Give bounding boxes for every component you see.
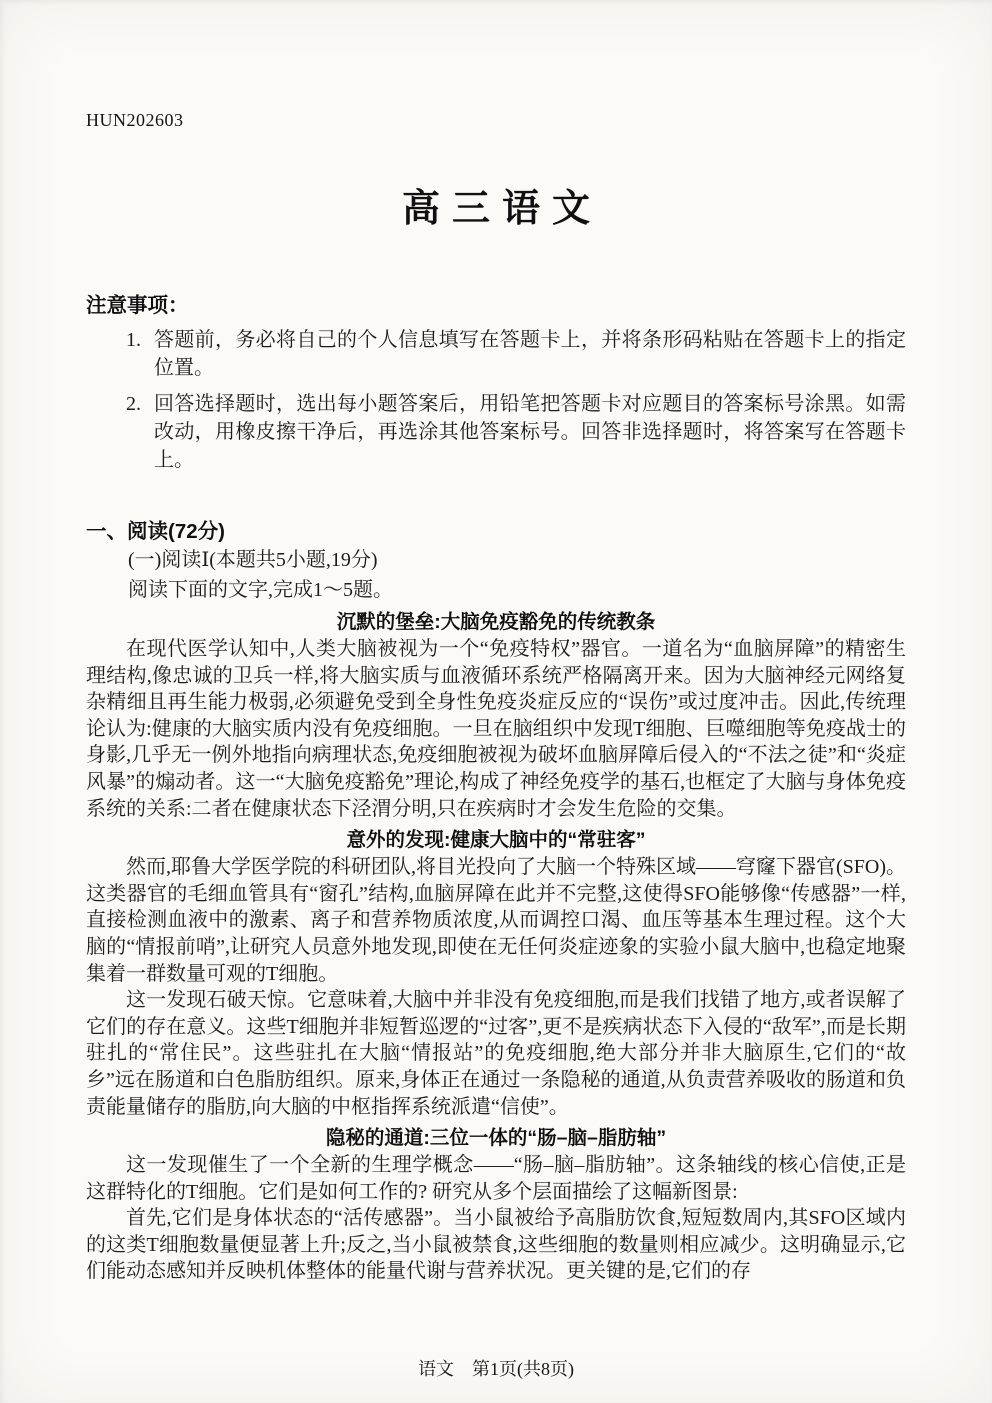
passage-paragraph-4: 这一发现催生了一个全新的生理学概念——“肠–脑–脂肪轴”。这条轴线的核心信使,正是这群特化的T细胞。它们是如何工作的? 研究从多个层面描绘了这幅新图景: <box>86 1154 906 1203</box>
passage-paragraph-2: 然而,耶鲁大学医学院的科研团队,将目光投向了大脑一个特殊区域——穹窿下器官(SFO)。这类器官的毛细血管具有“窗孔”结构,血脑屏障在此并不完整,这使得SFO能够像“传感器”一样,直接检测血液中的激素、离子和营养物质浓度,从而调控口渴、血压等基本生理过程。这个大脑的“情报前哨”,让研究人员意外地发现,即使在无任何炎症迹象的实验小鼠大脑中,也稳定地聚集着一群数量可观的T细胞。 <box>86 856 907 985</box>
notice-heading: 注意事项： <box>86 294 189 317</box>
notice-item-text: 回答选择题时，选出每小题答案后，用铅笔把答题卡对应题目的答案标号涂黑。如需改动，用橡皮擦干净后，再选涂其他答案标号。回答非选择题时，将答案写在答题卡上。 <box>154 393 906 471</box>
part-heading: (一)阅读Ⅰ(本题共5小题,19分) <box>128 549 378 571</box>
passage-subtitle-3: 隐秘的通道:三位一体的“肠–脑–脂肪轴” <box>325 1127 667 1150</box>
passage-paragraph-3: 这一发现石破天惊。它意味着,大脑中并非没有免疫细胞,而是我们找错了地方,或者误解了它们的存在意义。这些T细胞并非短暂巡逻的“过客”,更不是疾病状态下入侵的“敌军”,而是长期驻扎的“常住民”。这些驻扎在大脑“情报站”的免疫细胞,绝大部分并非大脑原生,它们的“故乡”远在肠道和白色脂肪组织。原来,身体正在通过一条隐秘的通道,从负责营养吸收的肠道和负责能量储存的脂肪,向大脑的中枢指挥系统派遣“信使”。 <box>86 989 906 1118</box>
passage-paragraph-5: 首先,它们是身体状态的“活传感器”。当小鼠被给予高脂肪饮食,短短数周内,其SFO区域内的这类T细胞数量便显著上升;反之,当小鼠被禁食,这些细胞的数量则相应减少。这明确显示,它们能动态感知并反映机体整体的能量代谢与营养状况。更关键的是,它们的存 <box>86 1207 906 1283</box>
section-heading: 一、阅读(72分) <box>86 520 225 543</box>
notice-item-number: 2. <box>126 393 141 415</box>
passage-subtitle-1: 沉默的堡垒:大脑免疫豁免的传统教条 <box>336 611 656 633</box>
passage-subtitle-2: 意外的发现:健康大脑中的“常驻客” <box>346 829 646 852</box>
notice-item-text: 答题前，务必将自己的个人信息填写在答题卡上，并将条形码粘贴在答题卡上的指定位置。 <box>154 329 906 379</box>
notice-section <box>86 288 906 474</box>
notice-item-number: 1. <box>126 329 141 351</box>
notice-item <box>126 390 906 474</box>
reading-instruction: 阅读下面的文字,完成1～5题。 <box>128 579 393 601</box>
page-footer: 语文 第1页(共8页) <box>418 1359 574 1379</box>
notice-item <box>126 326 906 382</box>
passage-paragraph-1: 在现代医学认知中,人类大脑被视为一个“免疫特权”器官。一道名为“血脑屏障”的精密生理结构,像忠诚的卫兵一样,将大脑实质与血液循环系统严格隔离开来。因为大脑神经元网络复杂精细且再生能力极弱,必须避免受到全身性免疫炎症反应的“误伤”或过度冲击。因此,传统理论认为:健康的大脑实质内没有免疫细胞。一旦在脑组织中发现T细胞、巨噬细胞等免疫战士的身影,几乎无一例外地指向病理状态,免疫细胞被视为破坏血脑屏障后侵入的“不法之徒”和“炎症风暴”的煽动者。这一“大脑免疫豁免”理论,构成了神经免疫学的基石,也框定了大脑与身体免疫系统的关系:二者在健康状态下泾渭分明,只在疾病时才会发生危险的交集。 <box>86 638 906 820</box>
reading-section <box>86 514 906 1285</box>
page-title: 高三语文 <box>401 188 602 230</box>
paper-code: HUN202603 <box>86 110 184 130</box>
